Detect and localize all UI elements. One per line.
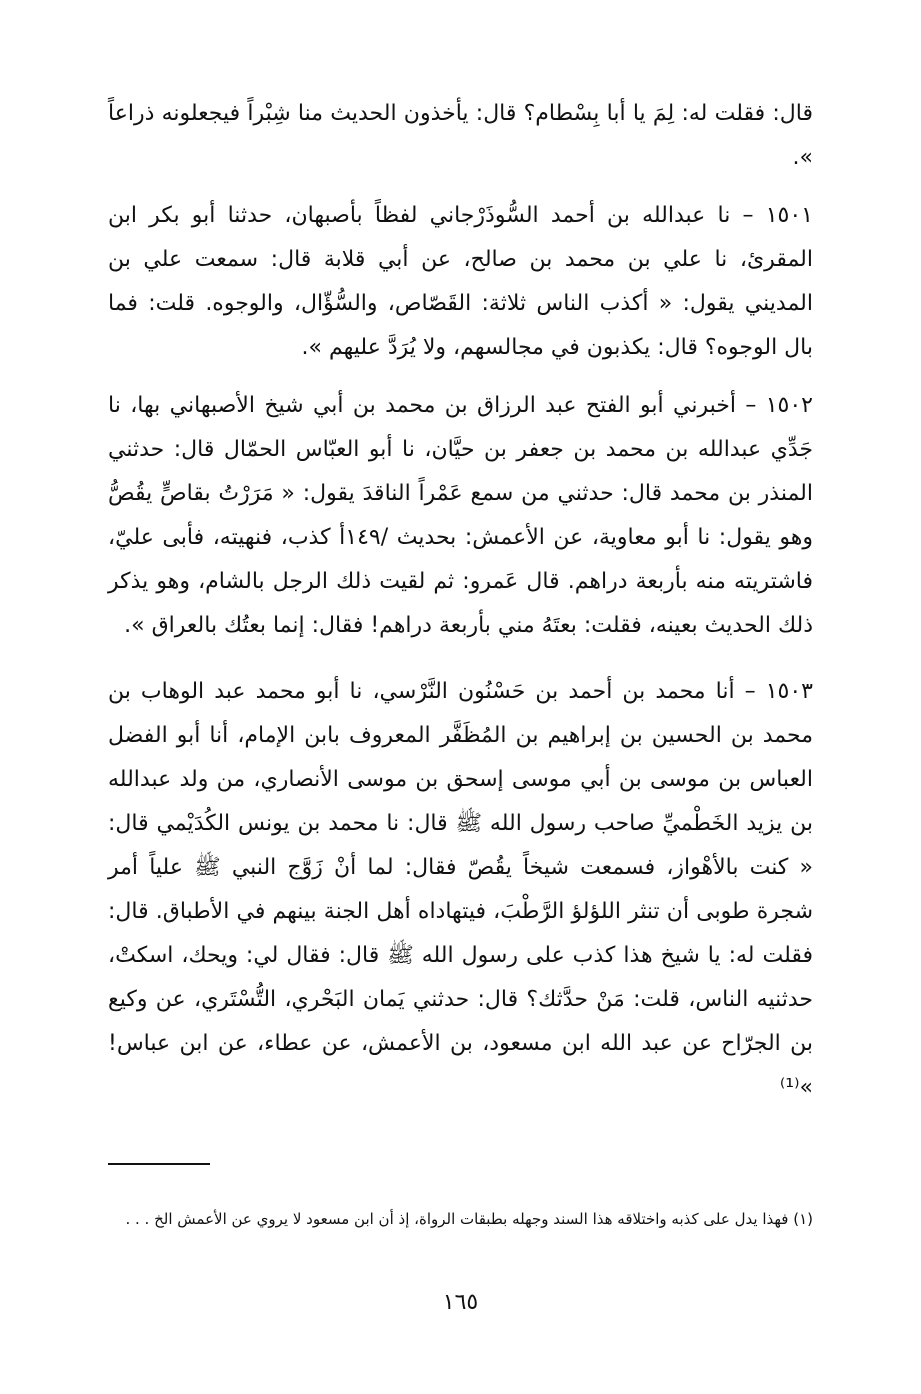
hadith-1502: ١٥٠٢ – أخبرني أبو الفتح عبد الرزاق بن محمد بن أبي شيخ الأصبهاني بها، نا جَدِّي عبدالله بن محمد بن جعفر بن حيَّان، نا أبو العبّاس الحمّال قال: حدثني المنذر بن محمد قال: حدثني من سمع عَمْراً الناقدَ يقول: « مَرَرْتُ بقاصٍّ يقُصُّ وهو يقول: نا أبو معاوية، عن الأعمش: بحديث /١٤٩أ كذب، فنهيته، فأبى عليّ، فاشتريته منه بأربعة دراهم. قال عَمرو: ثم لقيت ذلك الرجل بالشام، وهو يذكر ذلك الحديث بعينه، فقلت: بعتَهُ مني بأربعة دراهم! فقال: إنما بعتُك بالعراق ». xyxy=(108,393,813,638)
hadith-1501: ١٥٠١ – نا عبدالله بن أحمد السُّوذَرْجاني لفظاً بأصبهان، حدثنا أبو بكر ابن المقرئ، نا علي بن محمد بن صالح، عن أبي قلابة قال: سمعت علي بن المديني يقول: « أكذب الناس ثلاثة: القَصّاص، والسُّؤّال، والوجوه. قلت: فما بال الوجوه؟ قال: يكذبون في مجالسهم، ولا يُرَدَّ عليهم ». xyxy=(108,203,813,360)
footnote: (١) فهذا يدل على كذبه واختلاقه هذا السند وجهله بطبقات الرواة، إذ أن ابن مسعود لا يروي عن الأعمش الخ . . . xyxy=(125,1210,813,1228)
footnote-divider xyxy=(108,1163,210,1165)
page-number: ١٦٥ xyxy=(442,1290,479,1315)
main-text-block xyxy=(108,92,813,1110)
hadith-1503: ١٥٠٣ – أنا محمد بن أحمد بن حَسْنُون النَّرْسي، نا أبو محمد عبد الوهاب بن محمد بن الحسين بن إبراهيم بن المُظَفَّر المعروف بابن الإمام، أنا أبو الفضل العباس بن موسى بن أبي موسى إسحق بن موسى الأنصاري، من ولد عبدالله بن يزيد الخَطْميِّ صاحب رسول الله ﷺ قال: نا محمد بن يونس الكُدَيْمي قال: « كنت بالأهْواز، فسمعت شيخاً يقُصّ فقال: لما أنْ زَوَّج النبي ﷺ علياً أمر شجرة طوبى أن تنثر اللؤلؤ الرَّطْبَ، فيتهاداه أهل الجنة بينهم في الأطباق. قال: فقلت له: يا شيخ هذا كذب على رسول الله ﷺ قال: فقال لي: ويحك، اسكتْ، حدثنيه الناس، قلت: مَنْ حدَّثك؟ قال: حدثني يَمان البَحْري، التُّسْتَري، عن وكيع بن الجرّاح عن عبد الله ابن مسعود، بن الأعمش، عن عطاء، عن ابن عباس! »⁽¹⁾ xyxy=(108,679,813,1100)
paragraph-continuation: قال: فقلت له: لِمَ يا أبا بِسْطام؟ قال: يأخذون الحديث منا شِبْراً فيجعلونه ذراعاً ». xyxy=(108,101,813,170)
